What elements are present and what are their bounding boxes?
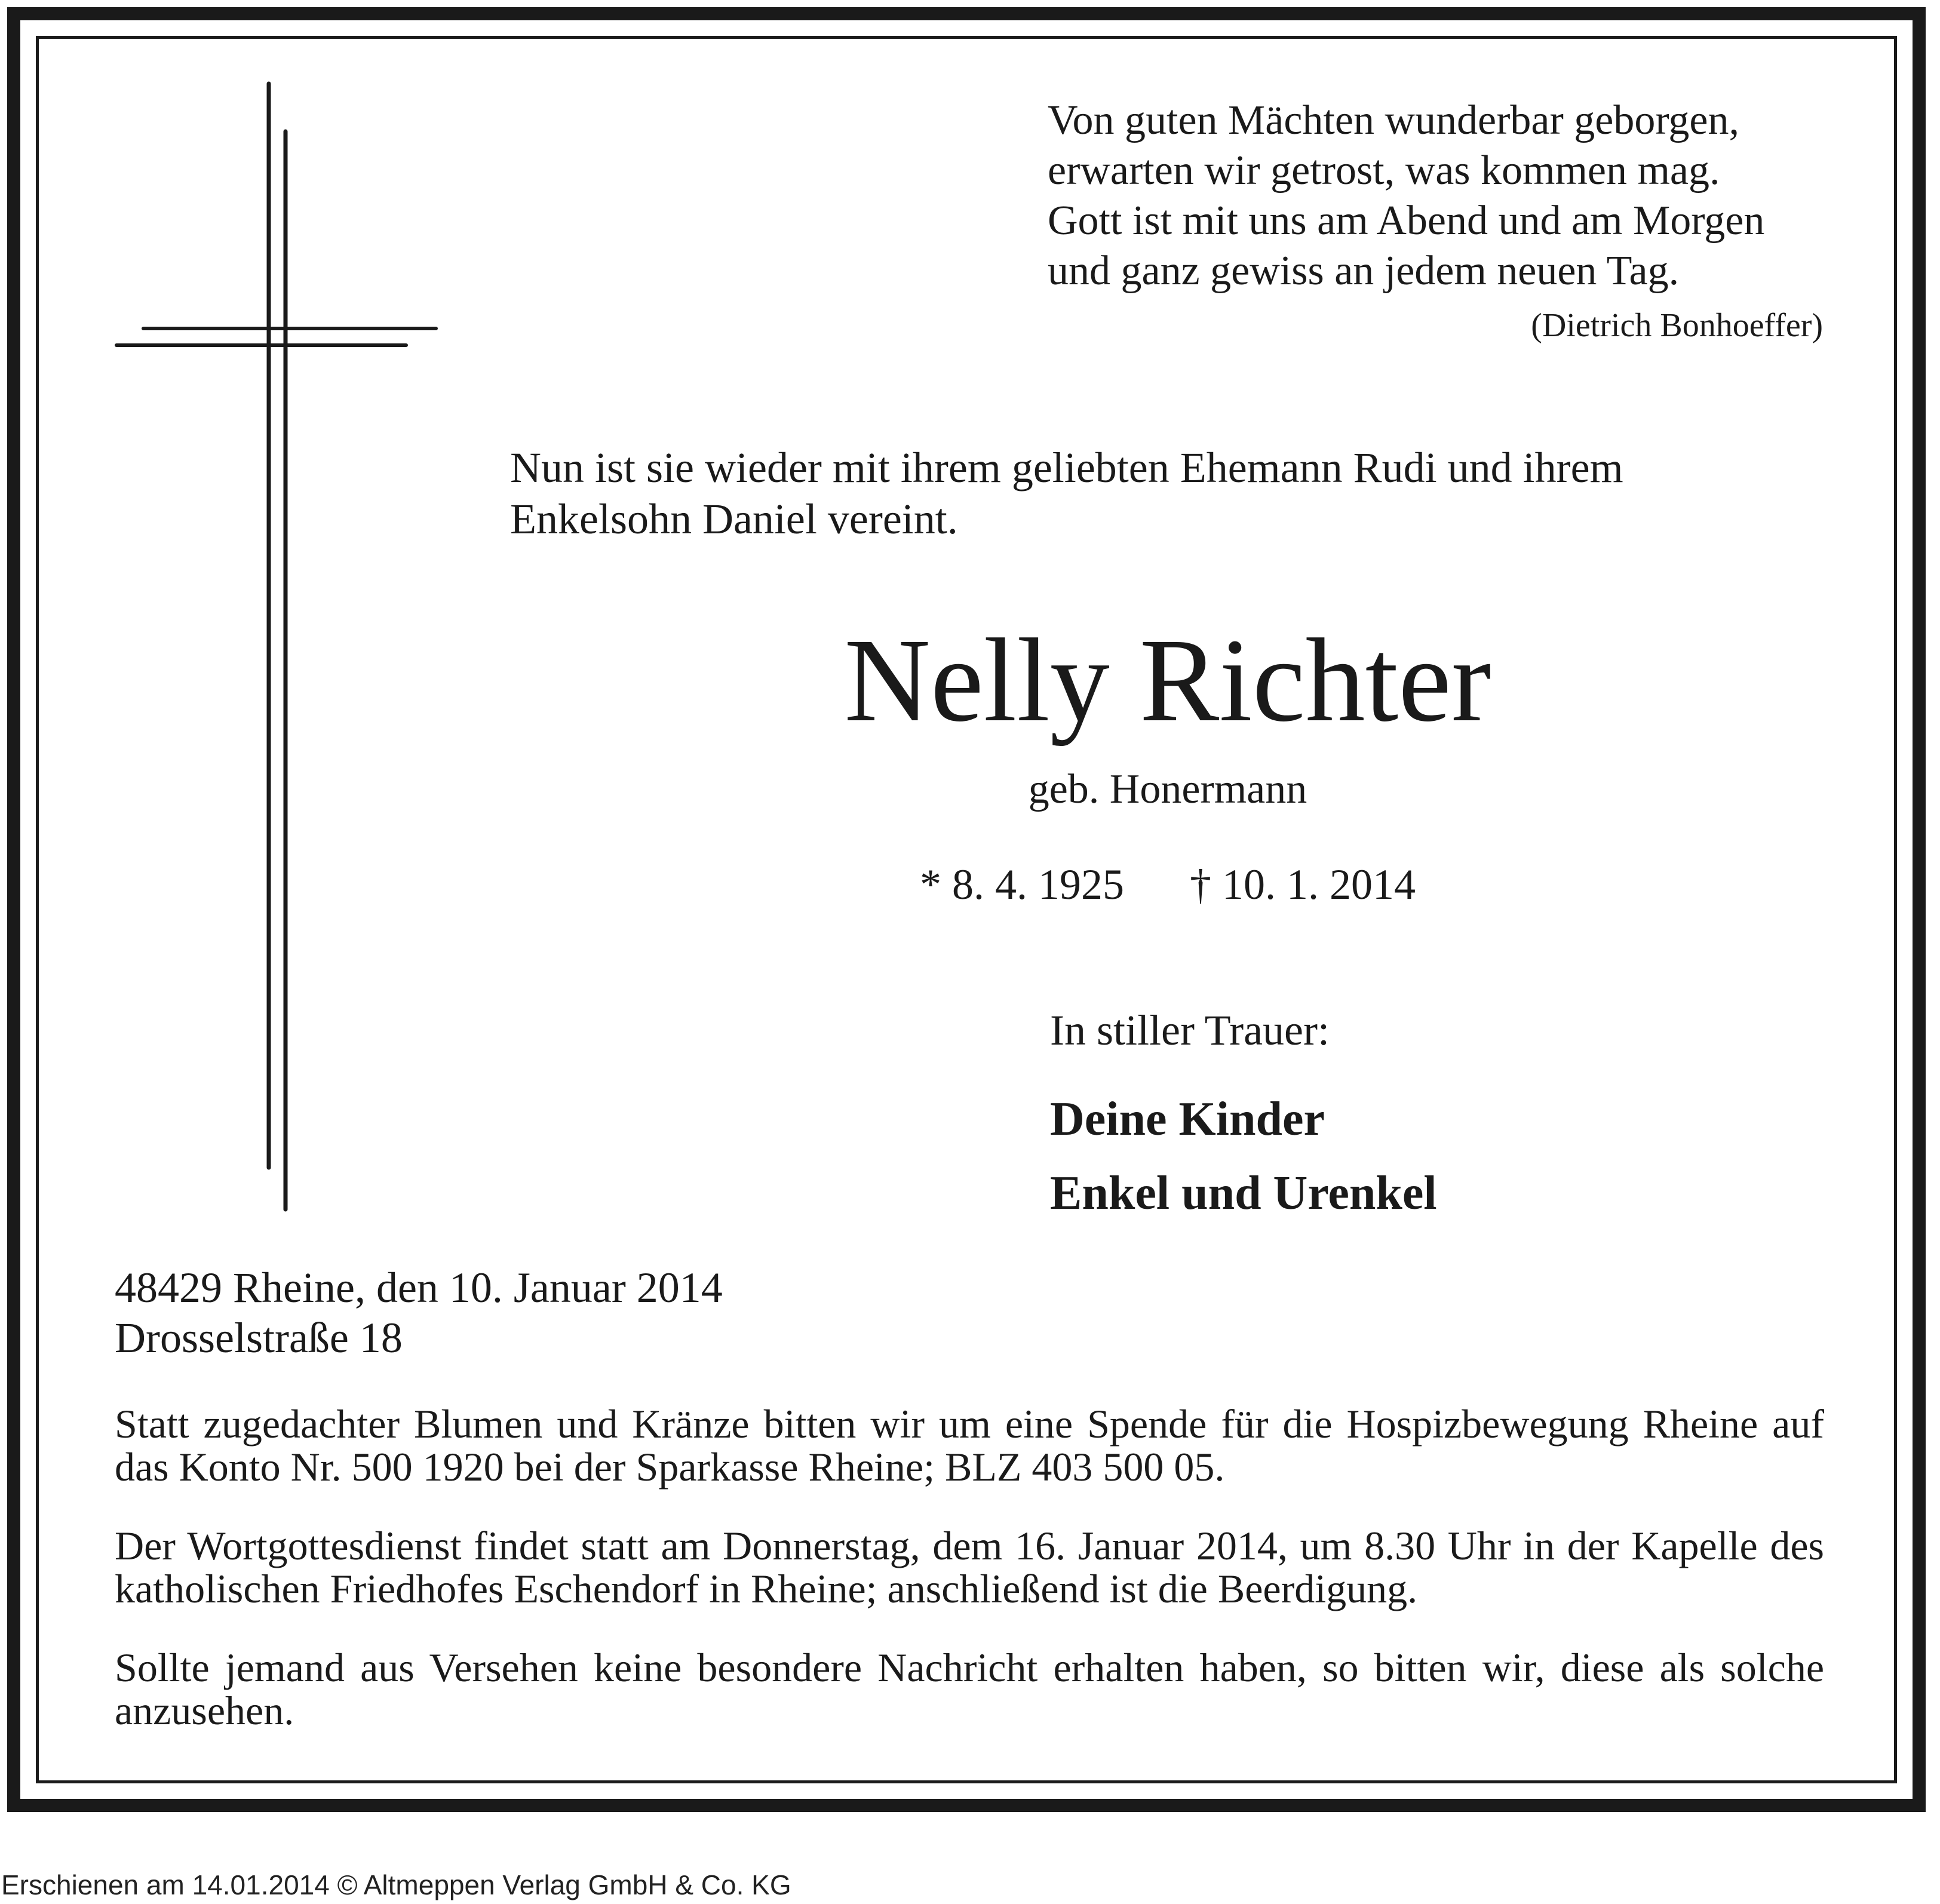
- address-line-place-date: 48429 Rheine, den 10. Januar 2014: [115, 1264, 723, 1312]
- death-date: † 10. 1. 2014: [1190, 861, 1416, 908]
- life-dates: [788, 859, 1547, 910]
- mourners-grandchildren: Enkel und Urenkel: [1050, 1167, 1437, 1220]
- reunion-line: Enkelsohn Daniel vereint.: [510, 495, 958, 543]
- address-line-street: Drosselstraße 18: [115, 1314, 403, 1362]
- notification-note: Sollte jemand aus Versehen keine besondere Nachricht erhalten haben, so bitten wir, diese als solche anzusehen.: [115, 1645, 1824, 1733]
- address: [115, 1263, 723, 1363]
- birth-date: * 8. 4. 1925: [920, 861, 1124, 908]
- poem-line: und ganz gewiss an jedem neuen Tag.: [1048, 248, 1680, 294]
- deceased-name: Nelly Richter: [844, 615, 1491, 747]
- poem-line: erwarten wir getrost, was kommen mag.: [1048, 148, 1720, 194]
- mourners-children: Deine Kinder: [1050, 1093, 1325, 1146]
- reunion-text: [510, 442, 1623, 545]
- donation-note: Statt zugedachter Blumen und Kränze bitten wir um eine Spende für die Hospizbewegung Rheine auf das Konto Nr. 500 1920 bei der Sparkasse Rheine; BLZ 403 500 05.: [115, 1401, 1824, 1490]
- poem-line: Von guten Mächten wunderbar geborgen,: [1048, 97, 1739, 143]
- mourning-intro: In stiller Trauer:: [1050, 1006, 1330, 1054]
- cross-icon: [113, 78, 448, 1224]
- maiden-name: geb. Honermann: [1028, 766, 1307, 812]
- reunion-line: Nun ist sie wieder mit ihrem geliebten Ehemann Rudi und ihrem: [510, 444, 1623, 492]
- poem: [1048, 96, 1764, 296]
- poem-author: (Dietrich Bonhoeffer): [1531, 307, 1823, 344]
- poem-line: Gott ist mit uns am Abend und am Morgen: [1048, 198, 1765, 244]
- service-note: Der Wortgottesdienst findet statt am Donnerstag, dem 16. Januar 2014, um 8.30 Uhr in der Kapelle des katholischen Friedhofes Eschendorf in Rheine; anschließend ist die Beerdigung.: [115, 1523, 1824, 1611]
- publication-footer: Erschienen am 14.01.2014 © Altmeppen Verlag GmbH & Co. KG: [1, 1869, 791, 1900]
